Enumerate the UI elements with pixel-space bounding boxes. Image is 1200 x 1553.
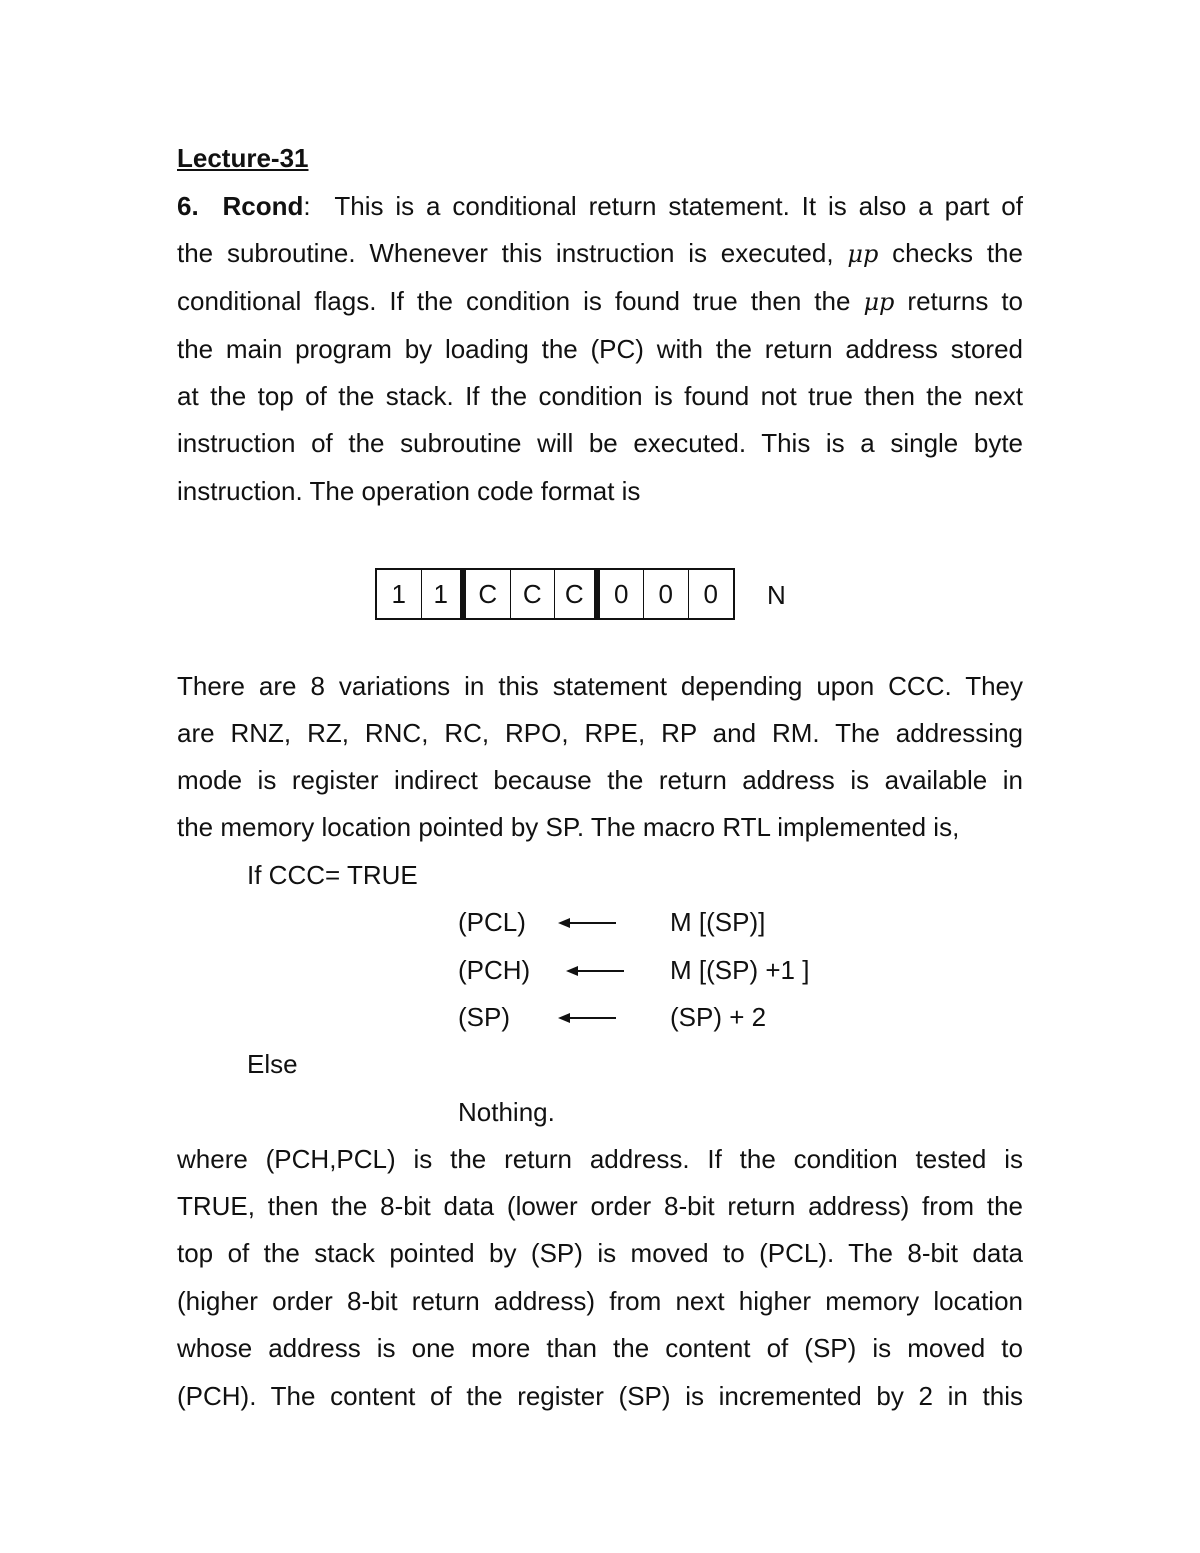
rtl-lhs-3: (SP): [458, 1002, 510, 1032]
rtl-rhs-1: M [(SP)]: [670, 907, 766, 937]
section-term: Rcond: [222, 191, 304, 221]
rtl-else: Else: [247, 1049, 298, 1079]
lecture-title: Lecture-31: [177, 143, 309, 173]
paragraph-3-line-5: whose address is one more than the content of (SP) is moved to: [177, 1333, 1023, 1363]
paragraph-3-line-6: (PCH). The content of the register (SP) is incremented by 2 in this: [177, 1381, 1023, 1411]
rtl-lhs-1: (PCL): [458, 907, 526, 937]
paragraph-1-line-7: instruction. The operation code format is: [177, 476, 641, 506]
opcode-bit-7: 1: [377, 570, 422, 618]
left-arrow-icon: [558, 916, 618, 930]
opcode-bit-5: C: [466, 570, 511, 618]
p1-text-2a: the subroutine. Whenever this instruction is executed,: [177, 238, 834, 268]
paragraph-1-line-5: at the top of the stack. If the condition is found not true then the next: [177, 381, 1023, 411]
p1-text-1: This is a conditional return statement. It is also a part of: [334, 191, 1023, 221]
p1-text-3a: conditional flags. If the condition is found true then the: [177, 286, 851, 316]
paragraph-2-line-1: There are 8 variations in this statement depending upon CCC. They: [177, 671, 1023, 701]
left-arrow-icon: [566, 964, 626, 978]
paragraph-1-line-1: [177, 190, 1023, 222]
p1-text-2b: checks the: [892, 238, 1023, 268]
opcode-format-box: [375, 568, 735, 620]
paragraph-1-line-6: instruction of the subroutine will be executed. This is a single byte: [177, 428, 1023, 458]
paragraph-3-line-1: where (PCH,PCL) is the return address. If the condition tested is: [177, 1144, 1023, 1174]
rtl-lhs-2: (PCH): [458, 955, 531, 985]
p1-text-3b: returns to: [907, 286, 1024, 316]
section-colon: :: [303, 191, 311, 221]
paragraph-2-line-3: mode is register indirect because the return address is available in: [177, 765, 1023, 795]
rtl-if-line: If CCC= TRUE: [247, 860, 418, 890]
opcode-bit-6: 1: [422, 570, 467, 618]
opcode-bit-1: 0: [644, 570, 689, 618]
opcode-bit-4: C: [511, 570, 556, 618]
paragraph-2-line-4: the memory location pointed by SP. The macro RTL implemented is,: [177, 812, 960, 842]
paragraph-1-line-4: the main program by loading the (PC) with the return address stored: [177, 334, 1023, 364]
paragraph-3-line-3: top of the stack pointed by (SP) is moved to (PCL). The 8-bit data: [177, 1238, 1023, 1268]
paragraph-3-line-2: TRUE, then the 8-bit data (lower order 8-bit return address) from the: [177, 1191, 1023, 1221]
left-arrow-icon: [558, 1011, 618, 1025]
rtl-rhs-3: (SP) + 2: [670, 1002, 767, 1032]
rtl-nothing: Nothing.: [458, 1097, 555, 1127]
opcode-bit-0: 0: [703, 578, 718, 609]
paragraph-1-line-2: [177, 237, 1023, 270]
section-number: 6.: [177, 191, 199, 221]
paragraph-1-line-3: [177, 285, 1023, 318]
opcode-bit-3: C: [555, 570, 600, 618]
paragraph-3-line-4: (higher order 8-bit return address) from next higher memory location: [177, 1286, 1023, 1316]
mu-symbol: μp: [847, 240, 879, 268]
rtl-rhs-2: M [(SP) +1 ]: [670, 955, 810, 985]
mu-symbol: μp: [863, 288, 895, 316]
opcode-suffix: N: [767, 580, 786, 610]
paragraph-2-line-2: are RNZ, RZ, RNC, RC, RPO, RPE, RP and RM. The addressing: [177, 718, 1023, 748]
opcode-bit-2: 0: [600, 570, 645, 618]
